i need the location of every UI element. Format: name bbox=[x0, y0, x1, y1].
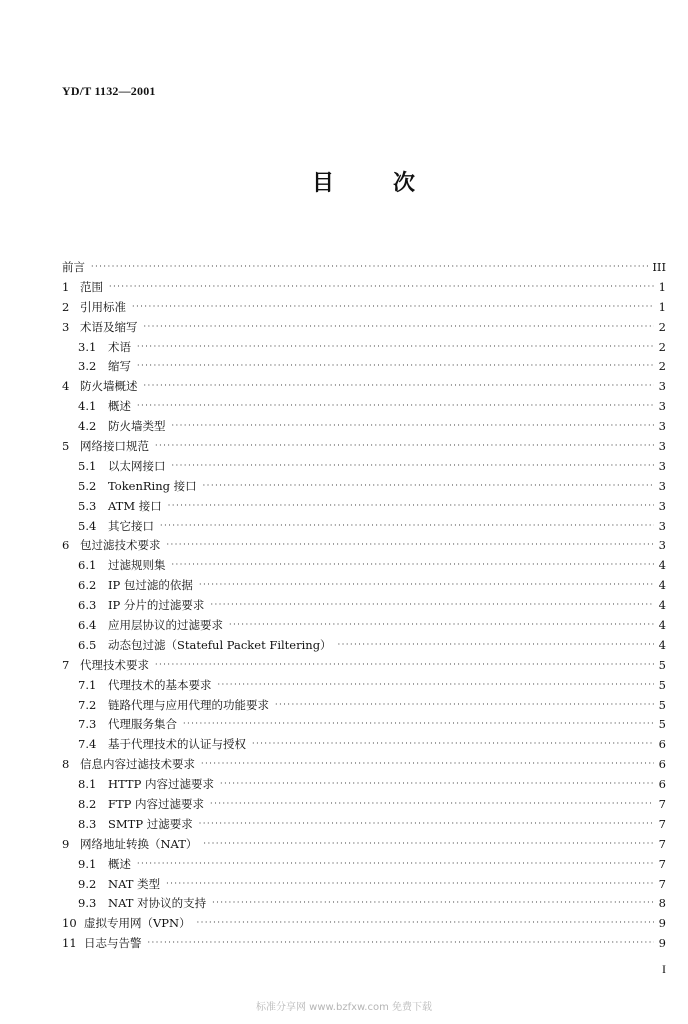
toc-entry-label: 以太网接口 bbox=[108, 458, 166, 473]
toc-leader-dots bbox=[199, 581, 654, 589]
toc-entry-number: 3 bbox=[62, 319, 70, 334]
toc-entry-number: 7.3 bbox=[78, 717, 97, 732]
toc-entry-page: 6 bbox=[658, 777, 666, 792]
toc-entry-number: 5.2 bbox=[78, 478, 97, 493]
toc-leader-dots bbox=[137, 402, 654, 410]
toc-entry-label: 代理技术的基本要求 bbox=[108, 677, 212, 692]
toc-leader-dots bbox=[218, 681, 655, 689]
toc-entry bbox=[62, 456, 666, 476]
toc-leader-dots bbox=[109, 283, 654, 291]
toc-entry-number: 7.2 bbox=[78, 697, 97, 712]
toc-entry-number: 6.5 bbox=[78, 637, 97, 652]
toc-entry-page: III bbox=[652, 259, 666, 274]
toc-entry bbox=[62, 635, 666, 655]
toc-entry-label: 动态包过滤（Stateful Packet Filtering） bbox=[108, 637, 332, 652]
toc-entry-page: 7 bbox=[658, 816, 666, 831]
toc-entry-page: 3 bbox=[658, 419, 666, 434]
toc-entry-label: 其它接口 bbox=[108, 518, 154, 533]
toc-entry-label: 引用标准 bbox=[80, 299, 126, 314]
toc-entry-page: 3 bbox=[658, 438, 666, 453]
toc-entry bbox=[62, 535, 666, 555]
toc-entry-page: 1 bbox=[658, 299, 666, 314]
toc-entry-label: ATM 接口 bbox=[108, 498, 162, 513]
toc-entry-number: 7 bbox=[62, 657, 70, 672]
toc-entry-label: 应用层协议的过滤要求 bbox=[108, 617, 223, 632]
toc-entry-label: 网络地址转换（NAT） bbox=[80, 836, 198, 851]
toc-entry-number: 4.2 bbox=[78, 419, 97, 434]
toc-leader-dots bbox=[338, 641, 654, 649]
toc-entry-label: 基于代理技术的认证与授权 bbox=[108, 737, 246, 752]
toc-entry-number: 11 bbox=[62, 936, 77, 951]
toc-leader-dots bbox=[144, 382, 655, 390]
toc-entry bbox=[62, 615, 666, 635]
toc-entry-number: 6.1 bbox=[78, 558, 97, 573]
toc-entry-page: 3 bbox=[658, 518, 666, 533]
toc-entry bbox=[62, 913, 666, 933]
toc-entry-label: 链路代理与应用代理的功能要求 bbox=[108, 697, 269, 712]
toc-entry-number: 9.2 bbox=[78, 876, 97, 891]
toc-leader-dots bbox=[132, 303, 654, 311]
toc-entry-number: 7.4 bbox=[78, 737, 97, 752]
toc-entry-page: 6 bbox=[658, 757, 666, 772]
toc-entry-number: 9 bbox=[62, 836, 70, 851]
toc-entry bbox=[62, 436, 666, 456]
toc-entry bbox=[62, 575, 666, 595]
toc-entry bbox=[62, 376, 666, 396]
toc-entry-label: 网络接口规范 bbox=[80, 438, 149, 453]
toc-leader-dots bbox=[201, 760, 654, 768]
toc-leader-dots bbox=[172, 462, 655, 470]
toc-entry-label: NAT 类型 bbox=[108, 876, 161, 891]
toc-leader-dots bbox=[137, 860, 654, 868]
toc-entry bbox=[62, 277, 666, 297]
toc-entry-number: 6.4 bbox=[78, 617, 97, 632]
toc-entry bbox=[62, 555, 666, 575]
toc-entry bbox=[62, 317, 666, 337]
toc-entry-page: 4 bbox=[658, 617, 666, 632]
toc-entry-number: 3.2 bbox=[78, 359, 97, 374]
toc-entry bbox=[62, 774, 666, 794]
toc-entry bbox=[62, 396, 666, 416]
toc-leader-dots bbox=[91, 263, 648, 271]
toc-entry-page: 5 bbox=[658, 697, 666, 712]
title-part-2: 次 bbox=[393, 171, 416, 196]
watermark: 标准分享网 www.bzfxw.com 免费下载 bbox=[256, 1002, 432, 1013]
toc-leader-dots bbox=[183, 720, 654, 728]
toc-leader-dots bbox=[155, 661, 654, 669]
toc-entry bbox=[62, 257, 666, 277]
toc-entry-page: 3 bbox=[658, 379, 666, 394]
toc-entry bbox=[62, 933, 666, 953]
toc-entry-label: 防火墙概述 bbox=[80, 379, 138, 394]
toc-entry-number: 6.3 bbox=[78, 598, 97, 613]
toc-entry-page: 9 bbox=[658, 916, 666, 931]
toc-entry bbox=[62, 714, 666, 734]
title-part-1: 目 bbox=[312, 171, 335, 196]
toc-entry-number: 3.1 bbox=[78, 339, 97, 354]
toc-entry bbox=[62, 854, 666, 874]
toc-entry-page: 5 bbox=[658, 717, 666, 732]
toc-leader-dots bbox=[275, 701, 654, 709]
toc-entry-number: 6.2 bbox=[78, 578, 97, 593]
toc-entry-page: 5 bbox=[658, 657, 666, 672]
table-of-contents bbox=[62, 257, 666, 953]
toc-leader-dots bbox=[137, 343, 654, 351]
toc-entry-page: 3 bbox=[658, 478, 666, 493]
toc-entry bbox=[62, 794, 666, 814]
toc-entry-label: 代理技术要求 bbox=[80, 657, 149, 672]
toc-entry bbox=[62, 814, 666, 834]
toc-entry-number: 8.3 bbox=[78, 816, 97, 831]
toc-entry-page: 3 bbox=[658, 498, 666, 513]
toc-entry-number: 8.1 bbox=[78, 777, 97, 792]
toc-entry-number: 2 bbox=[62, 299, 70, 314]
toc-entry-label: 范围 bbox=[80, 279, 103, 294]
toc-entry-label: NAT 对协议的支持 bbox=[108, 896, 207, 911]
toc-entry-number: 9.1 bbox=[78, 856, 97, 871]
toc-entry bbox=[62, 894, 666, 914]
toc-entry-label: 防火墙类型 bbox=[108, 419, 166, 434]
toc-leader-dots bbox=[167, 541, 655, 549]
toc-entry-label: 概述 bbox=[108, 856, 131, 871]
toc-leader-dots bbox=[199, 820, 654, 828]
toc-entry bbox=[62, 675, 666, 695]
toc-entry-page: 4 bbox=[658, 637, 666, 652]
toc-entry-page: 3 bbox=[658, 538, 666, 553]
toc-entry-label: HTTP 内容过滤要求 bbox=[108, 777, 214, 792]
toc-entry-page: 8 bbox=[658, 896, 666, 911]
page-number: I bbox=[662, 962, 666, 976]
toc-entry-page: 4 bbox=[658, 558, 666, 573]
toc-leader-dots bbox=[144, 323, 655, 331]
toc-entry bbox=[62, 655, 666, 675]
toc-entry-number: 6 bbox=[62, 538, 70, 553]
toc-entry bbox=[62, 476, 666, 496]
toc-leader-dots bbox=[168, 502, 654, 510]
toc-entry bbox=[62, 754, 666, 774]
toc-entry-number: 4 bbox=[62, 379, 70, 394]
toc-entry bbox=[62, 734, 666, 754]
toc-entry bbox=[62, 695, 666, 715]
toc-entry-label: 包过滤技术要求 bbox=[80, 538, 161, 553]
toc-entry-page: 6 bbox=[658, 737, 666, 752]
toc-entry-page: 4 bbox=[658, 578, 666, 593]
toc-entry-label: 日志与告警 bbox=[84, 936, 142, 951]
toc-entry-label: 术语及缩写 bbox=[80, 319, 138, 334]
standard-code: YD/T 1132—2001 bbox=[62, 84, 156, 98]
toc-entry-number: 5.1 bbox=[78, 458, 97, 473]
toc-entry bbox=[62, 516, 666, 536]
toc-entry-number: 9.3 bbox=[78, 896, 97, 911]
toc-leader-dots bbox=[148, 939, 655, 947]
toc-entry-label: 术语 bbox=[108, 339, 131, 354]
toc-entry-page: 7 bbox=[658, 856, 666, 871]
toc-entry-number: 5 bbox=[62, 438, 70, 453]
toc-entry bbox=[62, 297, 666, 317]
toc-entry-page: 3 bbox=[658, 458, 666, 473]
toc-entry-number: 7.1 bbox=[78, 677, 97, 692]
toc-entry-label: 信息内容过滤技术要求 bbox=[80, 757, 195, 772]
toc-leader-dots bbox=[203, 840, 654, 848]
toc-entry-page: 2 bbox=[658, 319, 666, 334]
toc-entry-page: 4 bbox=[658, 598, 666, 613]
toc-leader-dots bbox=[210, 601, 654, 609]
toc-entry bbox=[62, 496, 666, 516]
toc-entry-number: 5.3 bbox=[78, 498, 97, 513]
toc-leader-dots bbox=[172, 422, 655, 430]
toc-leader-dots bbox=[220, 780, 654, 788]
toc-entry-page: 2 bbox=[658, 359, 666, 374]
toc-entry-label: 概述 bbox=[108, 399, 131, 414]
toc-entry-number: 4.1 bbox=[78, 399, 97, 414]
toc-entry-number: 10 bbox=[62, 916, 77, 931]
toc-entry-label: FTP 内容过滤要求 bbox=[108, 796, 205, 811]
toc-leader-dots bbox=[212, 899, 654, 907]
toc-leader-dots bbox=[229, 621, 654, 629]
toc-leader-dots bbox=[166, 880, 654, 888]
toc-entry-page: 7 bbox=[658, 876, 666, 891]
toc-entry-page: 1 bbox=[658, 279, 666, 294]
toc-entry-number: 1 bbox=[62, 279, 70, 294]
toc-entry bbox=[62, 874, 666, 894]
toc-entry bbox=[62, 834, 666, 854]
toc-entry-number: 5.4 bbox=[78, 518, 97, 533]
toc-entry bbox=[62, 337, 666, 357]
toc-leader-dots bbox=[210, 800, 654, 808]
toc-entry-label: IP 包过滤的依据 bbox=[108, 578, 193, 593]
toc-entry bbox=[62, 416, 666, 436]
toc-entry-number: 8.2 bbox=[78, 796, 97, 811]
toc-entry-page: 3 bbox=[658, 399, 666, 414]
toc-leader-dots bbox=[197, 919, 654, 927]
toc-entry-page: 5 bbox=[658, 677, 666, 692]
toc-entry-label: IP 分片的过滤要求 bbox=[108, 598, 205, 613]
toc-leader-dots bbox=[203, 482, 654, 490]
toc-entry bbox=[62, 595, 666, 615]
toc-entry-label: 虚拟专用网（VPN） bbox=[84, 916, 191, 931]
toc-entry-page: 7 bbox=[658, 796, 666, 811]
toc-entry-label: 缩写 bbox=[108, 359, 131, 374]
toc-leader-dots bbox=[137, 362, 654, 370]
toc-entry-label: TokenRing 接口 bbox=[108, 478, 197, 493]
toc-leader-dots bbox=[172, 561, 655, 569]
toc-entry-page: 2 bbox=[658, 339, 666, 354]
toc-leader-dots bbox=[252, 740, 654, 748]
toc-leader-dots bbox=[155, 442, 654, 450]
toc-entry-label: SMTP 过滤要求 bbox=[108, 816, 193, 831]
toc-entry bbox=[62, 356, 666, 376]
toc-entry-page: 7 bbox=[658, 836, 666, 851]
toc-entry-label: 前言 bbox=[62, 259, 85, 274]
toc-entry-number: 8 bbox=[62, 757, 70, 772]
toc-entry-label: 代理服务集合 bbox=[108, 717, 177, 732]
toc-leader-dots bbox=[160, 522, 654, 530]
toc-entry-page: 9 bbox=[658, 936, 666, 951]
toc-entry-label: 过滤规则集 bbox=[108, 558, 166, 573]
